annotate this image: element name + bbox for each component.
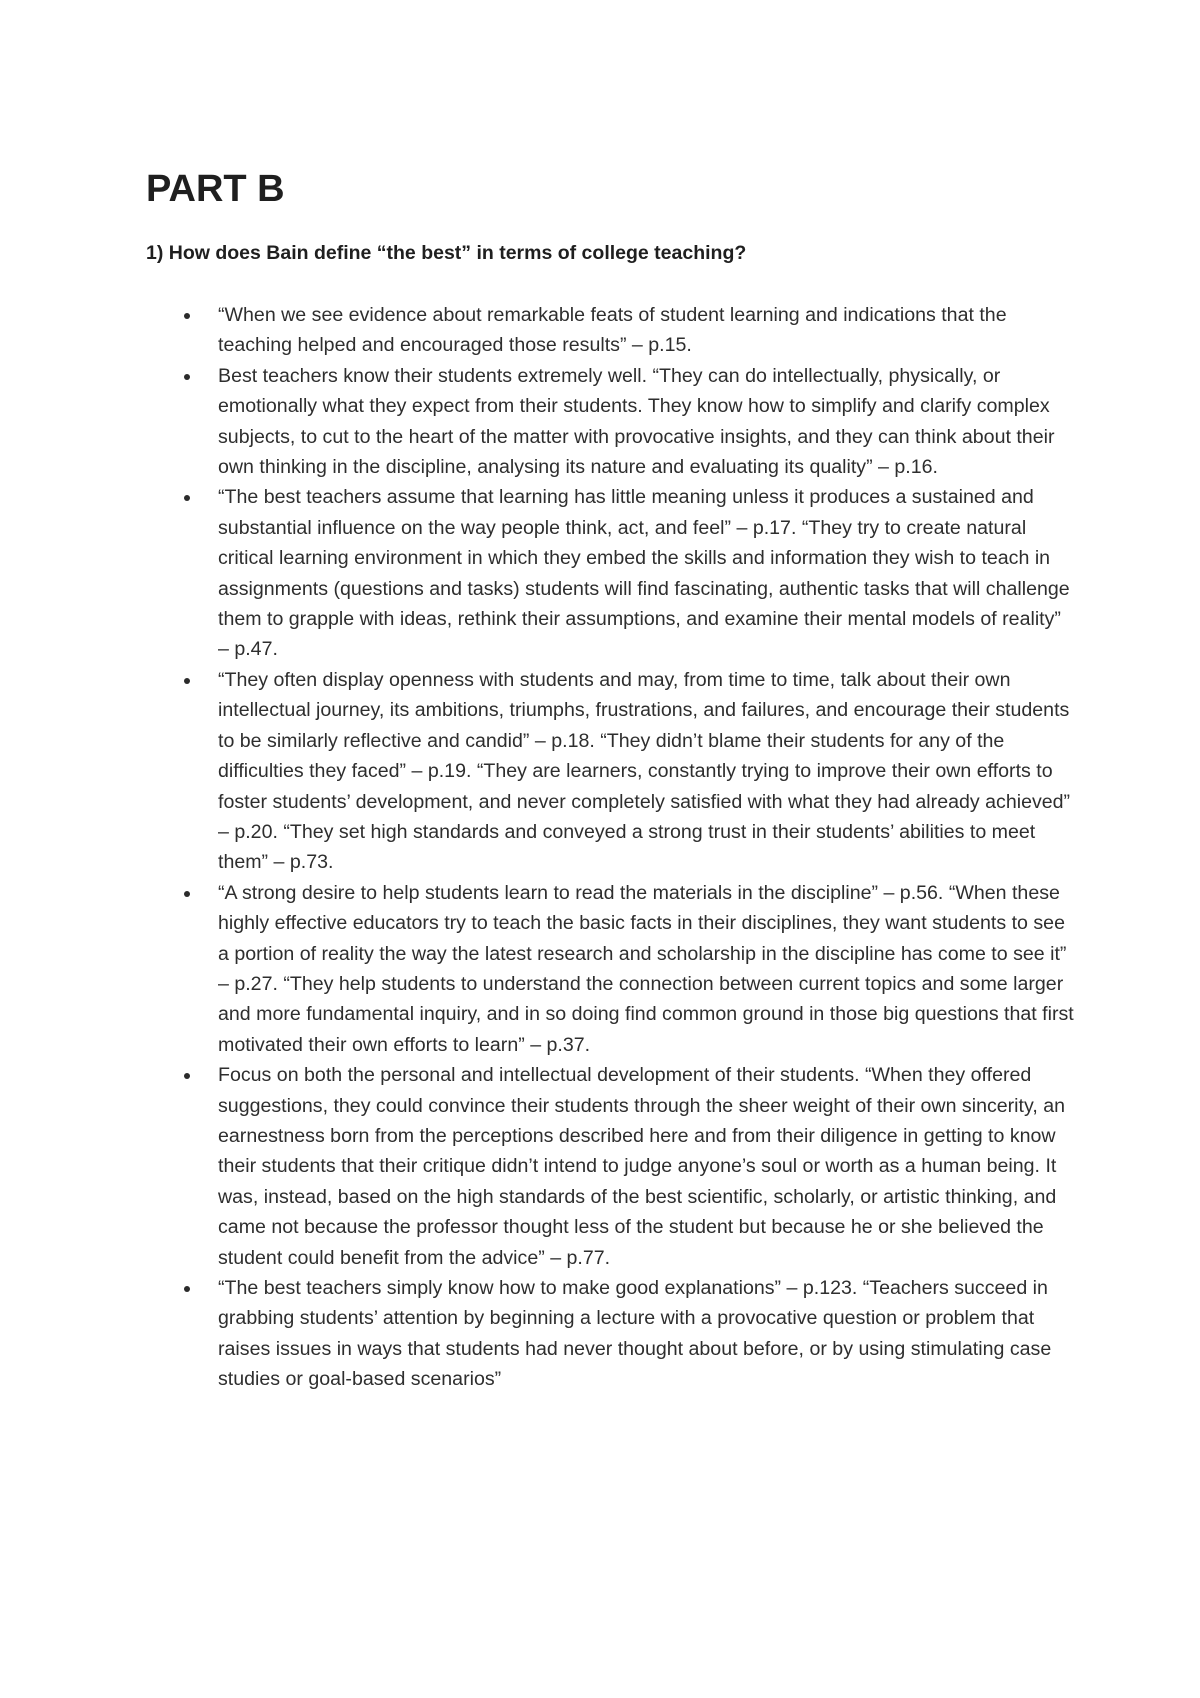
list-item-text: “The best teachers simply know how to make good explanations” – p.123. “Teachers succeed in grabbing students’ attention by beginning a lecture with a provocative question or problem that raises issues in ways that students had never thought about before, or by using stimulating case studies or goal-based scenarios” [218, 1277, 1052, 1391]
bullet-icon [184, 678, 190, 684]
part-heading: PART B [146, 168, 285, 210]
list-item-text: “A strong desire to help students learn to read the materials in the discipline” – p.56. “When these highly effective educators try to teach the basic facts in their disciplines, they want students to see a portion of reality the way the latest research and scholarship in the discipline has come to see it” – p.27. “They help students to understand the connection between current topics and some larger and more fundamental inquiry, and in so doing find common ground in those big questions that first motivated their own efforts to learn” – p.37. [218, 881, 1074, 1056]
bullet-icon [184, 1286, 190, 1292]
question-heading: 1) How does Bain define “the best” in terms of college teaching? [146, 242, 747, 264]
list-item-text: Focus on both the personal and intellectual development of their students. “When they offered suggestions, they could convince their students through the sheer weight of their own sincerity, an earnestness born from the perceptions described here and from their diligence in getting to know their students that their critique didn’t intend to judge anyone’s soul or worth as a human being. It was, instead, based on the high standards of the best scientific, scholarly, or artistic thinking, and came not because the professor thought less of the student but because he or she believed the student could benefit from the advice” – p.77. [218, 1064, 1066, 1269]
list-item-text: Best teachers know their students extremely well. “They can do intellectually, physically, or emotionally what they expect from their students. They know how to simplify and clarify complex subjects, to cut to the heart of the matter with provocative insights, and they can think about their own thinking in the discipline, analysing its nature and evaluating its quality” – p.16. [218, 364, 1055, 479]
list-item-text: “They often display openness with students and may, from time to time, talk about their own intellectual journey, its ambitions, triumphs, frustrations, and failures, and encourage their students to be similarly reflective and candid” – p.18. “They didn’t blame their students for any of the difficulties they faced” – p.19. “They are learners, constantly trying to improve their own efforts to foster students’ development, and never completely satisfied with what they had already achieved” – p.20. “They set high standards and conveyed a strong trust in their students’ abilities to meet them” – p.73. [218, 668, 1071, 874]
list-item [146, 878, 1076, 1060]
answer-bullet-list [146, 300, 1076, 1395]
list-item [146, 1060, 1076, 1273]
document-page [146, 166, 1076, 1391]
list-item [146, 361, 1076, 483]
list-item [146, 482, 1076, 664]
list-item [146, 300, 1076, 361]
list-item [146, 1273, 1076, 1395]
bullet-icon [184, 1073, 190, 1079]
bullet-icon [184, 374, 190, 380]
list-item-text: “The best teachers assume that learning has little meaning unless it produces a sustained and substantial influence on the way people think, act, and feel” – p.17. “They try to create natural critical learning environment in which they embed the skills and information they wish to teach in assignments (questions and tasks) students will find fascinating, authentic tasks that will challenge them to grapple with ideas, rethink their assumptions, and examine their mental models of reality” – p.47. [218, 486, 1070, 661]
bullet-icon [184, 495, 190, 501]
bullet-icon [184, 313, 190, 319]
list-item-text: “When we see evidence about remarkable feats of student learning and indications that the teaching helped and encouraged those results” – p.15. [218, 304, 1007, 357]
list-item [146, 665, 1076, 878]
bullet-icon [184, 891, 190, 897]
